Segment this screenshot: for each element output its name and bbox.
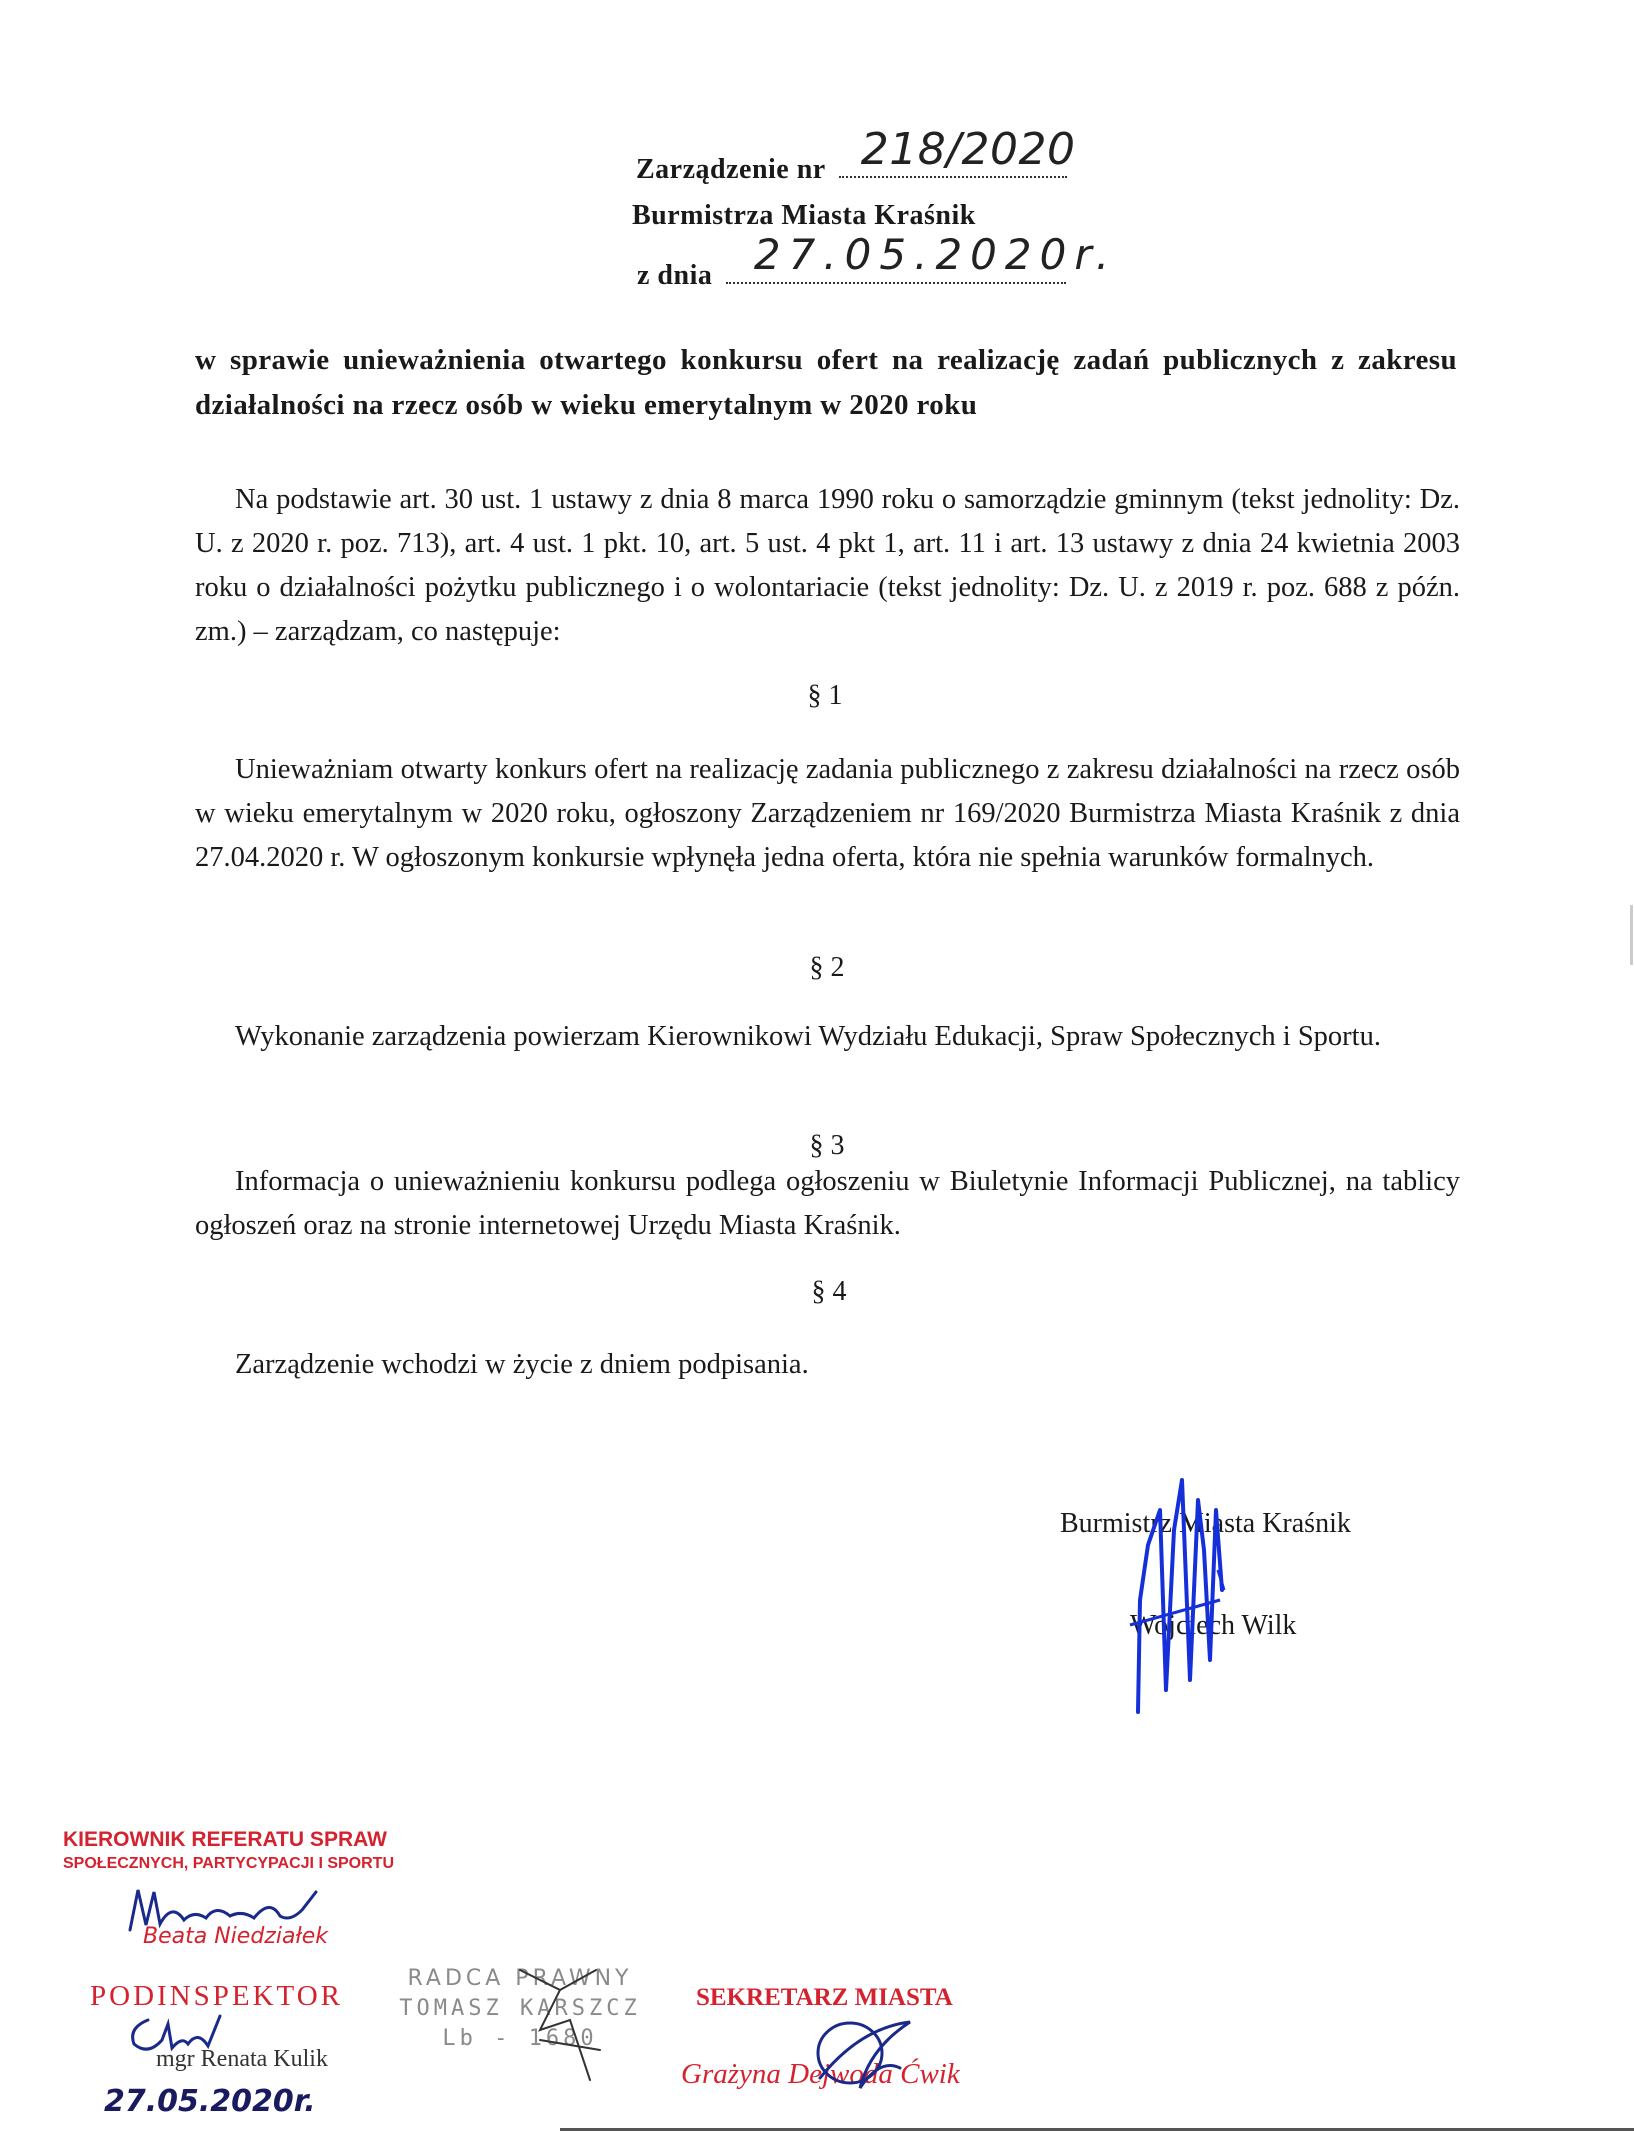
kierownik-stamp-line1: KIEROWNIK REFERATU SPRAW — [63, 1828, 387, 1851]
scan-edge-mark — [1630, 905, 1633, 965]
section-2-text: Wykonanie zarządzenia powierzam Kierownikowi Wydziału Edukacji, Spraw Społecznych i Sportu. — [235, 1021, 1381, 1052]
kierownik-stamp — [63, 1828, 394, 1876]
radca-signature — [500, 1950, 630, 2090]
signatory-name: Wojciech Wilk — [1130, 1610, 1297, 1641]
sekretarz-signature — [800, 2008, 920, 2098]
radca-stamp-line1: RADCA PRAWNY — [407, 1966, 633, 1991]
section-1-mark: § 1 — [807, 680, 843, 711]
section-4-mark: § 4 — [811, 1276, 847, 1307]
decree-title — [636, 124, 1076, 186]
decree-date: 27.05.2020r. — [753, 230, 1118, 279]
section-4-text: Zarządzenie wchodzi w życie z dniem podpisania. — [235, 1349, 809, 1380]
decree-date-prefix: z dnia — [637, 260, 713, 291]
sekretarz-name: Grażyna Dejwoda Ćwik — [681, 2058, 960, 2090]
decree-title-prefix: Zarządzenie nr — [636, 154, 826, 185]
kierownik-name: Beata Niedziałek — [143, 1924, 329, 1949]
radca-stamp-line3: Lb - 1680 — [442, 2026, 598, 2051]
decree-subject: w sprawie unieważnienia otwartego konkursu ofert na realizację zadań publicznych z zakresu działalności na rzecz osób w wieku emerytalnym w 2020 roku — [195, 344, 1457, 421]
section-3-text: Informacja o unieważnieniu konkursu podlega ogłoszeniu w Biuletynie Informacji Publicznej, na tablicy ogłoszeń oraz na stronie internetowej Urzędu Miasta Kraśnik. — [195, 1166, 1460, 1241]
decree-date-line — [637, 230, 1118, 292]
podinspektor-title: PODINSPEKTOR — [90, 1980, 344, 2012]
decree-date-field — [726, 230, 1118, 284]
mayor-signature — [1110, 1450, 1250, 1720]
section-1-text: Unieważniam otwarty konkurs ofert na realizację zadania publicznego z zakresu działalności na rzecz osób w wieku emerytalnym w 2020 roku, ogłoszony Zarządzeniem nr 169/2020 Burmistrza Miasta Kraśnik z dnia 27.04.2020 r. W ogłoszonym konkursie wpłynęła jedna oferta, która nie spełnia warunków formalnych. — [195, 754, 1460, 873]
radca-stamp-line2: TOMASZ KARSZCZ — [399, 1996, 641, 2021]
sekretarz-title: SEKRETARZ MIASTA — [696, 1984, 953, 2011]
signatory-title: Burmistrz Miasta Kraśnik — [1060, 1508, 1351, 1539]
decree-number: 218/2020 — [860, 124, 1076, 175]
decree-authority: Burmistrza Miasta Kraśnik — [632, 200, 976, 231]
preamble: Na podstawie art. 30 ust. 1 ustawy z dnia 8 marca 1990 roku o samorządzie gminnym (tekst jednolity: Dz. U. z 2020 r. poz. 713), art. 4 ust. 1 pkt. 10, art. 5 ust. 4 pkt 1, art. 11 i art. 13 ustawy z dnia 24 kwietnia 2003 roku o działalności pożytku publicznego i o wolontariacie (tekst jednolity: Dz. U. z 2019 r. poz. 688 z późn. zm.) – zarządzam, co następuje: — [195, 484, 1460, 647]
section-3-mark: § 3 — [809, 1130, 845, 1161]
section-2-mark: § 2 — [809, 952, 845, 983]
decree-number-field — [839, 124, 1076, 178]
kierownik-stamp-line2: SPOŁECZNYCH, PARTYCYPACJI I SPORTU — [63, 1855, 394, 1872]
podinspektor-date: 27.05.2020r. — [104, 2084, 316, 2119]
podinspektor-name: mgr Renata Kulik — [156, 2046, 328, 2072]
